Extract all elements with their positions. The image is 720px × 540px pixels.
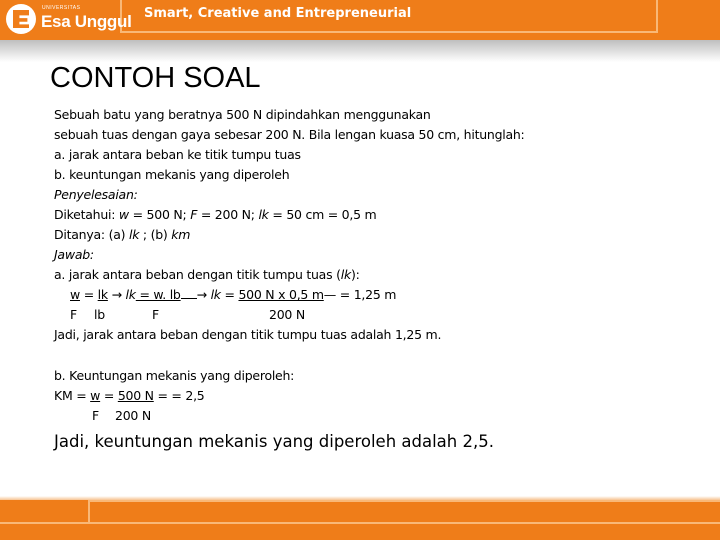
var-w: w [118,207,129,222]
footer-frame [88,500,720,524]
logo-name: Esa Unggul [41,12,132,31]
var-km: km [171,227,191,242]
denominator-f: F [70,307,77,322]
logo-caption: UNIVERSITAS [42,5,81,11]
given-w-value: = 500 N; [128,207,191,222]
given-line [54,207,376,222]
var-f: F [190,207,198,222]
formula-line-a [70,287,396,302]
asked-line [54,227,190,242]
formula-line-b [54,388,205,403]
numerator-w: w [90,388,101,403]
var-lk: lk [125,287,136,302]
fraction-wlb: = w. lb [135,287,181,302]
numerator-500n: 500 N [117,388,154,403]
denominator-200n-b: 200 N [115,408,151,423]
km-label: KM = [54,388,91,403]
problem-line-2: sebuah tuas dengan gaya sebesar 200 N. Bila lengan kuasa 50 cm, hitunglah: [54,127,525,142]
problem-line-1: Sebuah batu yang beratnya 500 N dipindahkan menggunakan [54,107,431,122]
part-a-text: a. jarak antara beban dengan titik tumpu tuas ( [54,267,341,282]
part-a-heading [54,267,360,282]
var-lk: lk [340,267,351,282]
asked-sep: ; (b) [139,227,172,242]
denominator-lb: lb [94,307,105,322]
footer-line [0,522,720,524]
var-lk: lk [128,227,140,242]
conclusion-a: Jadi, jarak antara beban dengan titik tumpu tuas adalah 1,25 m. [54,327,442,342]
given-label: Diketahui: [54,207,119,222]
problem-line-3: a. jarak antara beban ke titik tumpu tuas [54,147,301,162]
header-bar [0,0,720,40]
result-km: = = 2,5 [153,388,205,403]
slide-title: CONTOH SOAL [50,62,261,94]
equals: = [100,388,118,403]
problem-line-4: b. keuntungan mekanis yang diperoleh [54,167,290,182]
fraction-numerator: 500 N x 0,5 m [238,287,324,302]
asked-label: Ditanya: (a) [54,227,129,242]
solution-heading: Penyelesaian: [54,187,138,202]
final-conclusion: Jadi, keuntungan mekanis yang diperoleh adalah 2,5. [54,432,494,451]
tagline: Smart, Creative and Entrepreneurial [144,6,412,21]
esa-unggul-logo-icon [6,4,36,34]
numerator-lk: lk [97,287,108,302]
answer-heading: Jawab: [54,247,94,262]
denominator-f-b: F [92,408,99,423]
denominator-f-2: F [152,307,159,322]
header-shadow-strip [0,40,720,62]
given-f-value: = 200 N; [197,207,259,222]
equals: = [79,287,98,302]
denominator-200n: 200 N [269,307,305,322]
equals-2: = [220,287,239,302]
result-lk: — = 1,25 m [323,287,397,302]
arrow-1: → [107,287,126,302]
part-b-heading: b. Keuntungan mekanis yang diperoleh: [54,368,295,383]
var-lk: lk [258,207,269,222]
part-a-close: ): [350,267,360,282]
university-logo [4,2,132,38]
given-lk-value: = 50 cm = 0,5 m [268,207,377,222]
arrow-2: → [196,287,211,302]
numerator-w: w [70,287,80,302]
var-lk: lk [210,287,221,302]
